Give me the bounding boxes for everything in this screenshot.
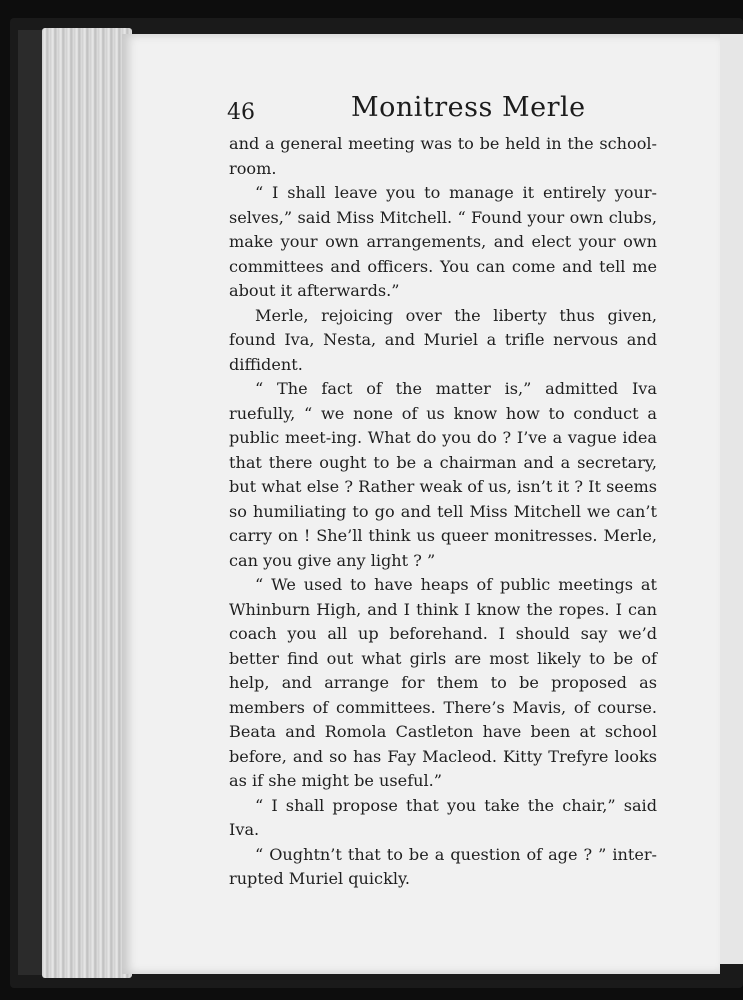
book-page [122,34,720,974]
page-edges [42,28,132,978]
page-number: 46 [227,100,255,125]
paragraph: “ I shall leave you to manage it entirely your-selves,” said Miss Mitchell. “ Found your own clubs, make your own arrangements, and elect your own committees and officers. You can come and tell me about it afterwards.” [229,183,657,300]
running-title: Monitress Merle [351,92,586,123]
paragraph: “ Oughtn’t that to be a question of age ? ” inter-rupted Muriel quickly. [229,844,657,888]
page-header [227,92,657,132]
body-text [229,132,657,892]
paragraph: “ The fact of the matter is,” admitted Iva ruefully, “ we none of us know how to conduct a public meet-ing. What do you do ? I’ve a vague idea that there ought to be a chairman and a secretary, but what else ? Rather weak of us, isn’t it ? It seems so humiliating to go and tell Miss Mitchell we can’t carry on ! She’ll think us queer monitresses. Merle, can you give any light ? ” [229,379,657,570]
book-spine-edge [18,30,44,975]
paragraph: Merle, rejoicing over the liberty thus given, found Iva, Nesta, and Muriel a trifle nervous and diffident. [229,305,657,374]
paragraph: “ I shall propose that you take the chair,” said Iva. [229,795,657,839]
paragraph: “ We used to have heaps of public meetings at Whinburn High, and I think I know the ropes. I can coach you all up beforehand. I should say we’d better find out what girls are most likely to be of help, and arrange for them to be proposed as members of committees. There’s Mavis, of course. Beata and Romola Castleton have been at school before, and so has Fay Macleod. Kitty Trefyre looks as if she might be useful.” [229,575,657,790]
paragraph: and a general meeting was to be held in the school-room. [229,134,657,178]
